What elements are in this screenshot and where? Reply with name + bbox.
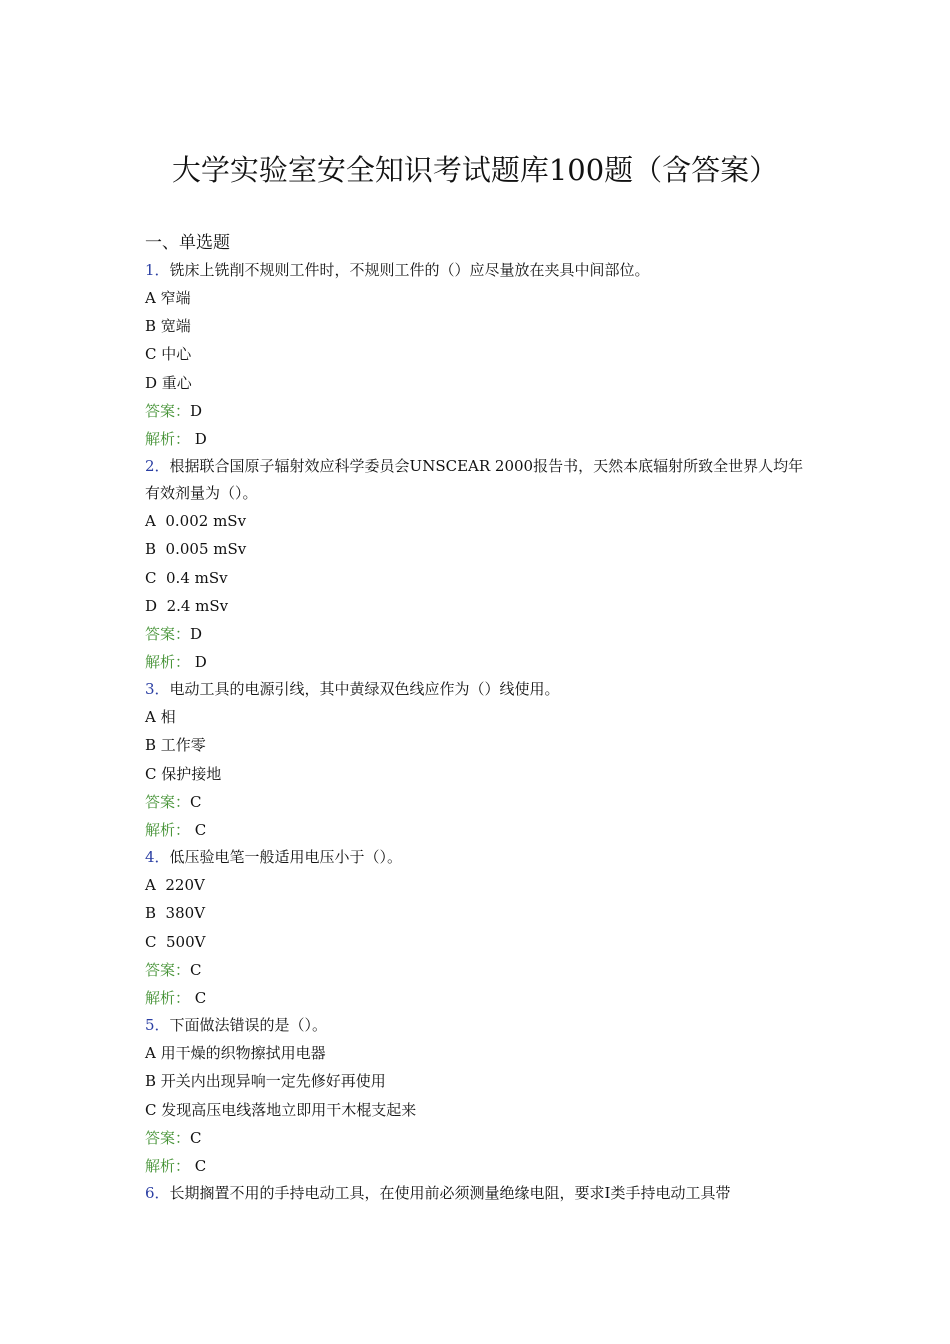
analysis-value: C (190, 821, 207, 839)
question-4 (145, 844, 810, 871)
analysis-label: 解析： (145, 1156, 191, 1175)
answer-label: 答案： (145, 960, 191, 979)
analysis-label: 解析： (145, 821, 191, 839)
answer-line (145, 397, 810, 425)
analysis-label: 解析： (145, 429, 191, 448)
answer-line (145, 788, 810, 816)
analysis-value: D (190, 653, 207, 672)
question-list (145, 257, 810, 1207)
question-text: 下面做法错误的是（）。 (169, 1016, 328, 1035)
answer-line (145, 1124, 810, 1152)
analysis-label: 解析： (145, 988, 191, 1007)
answer-value: D (190, 624, 203, 643)
option-item: C 保护接地 (145, 764, 222, 783)
question-number: 4． (145, 848, 170, 867)
question-6 (145, 1180, 810, 1207)
section-heading: 一、单选题 (145, 233, 230, 253)
question-number: 3． (145, 680, 170, 699)
document-title: 大学实验室安全知识考试题库100题（含答案） (171, 153, 779, 187)
option-item: A 0.002 mSv (145, 512, 247, 531)
answer-value: C (190, 960, 202, 979)
option-item: C 发现高压电线落地立即用干木棍支起来 (145, 1100, 417, 1119)
question-text: 低压验电笔一般适用电压小于（）。 (169, 848, 403, 867)
option-item: B 0.005 mSv (145, 540, 247, 559)
question-text: 电动工具的电源引线，其中黄绿双色线应作为（）线使用。 (169, 680, 560, 699)
answer-label: 答案： (145, 401, 191, 420)
analysis-line (145, 648, 810, 676)
analysis-value: D (190, 429, 207, 448)
option-item: B 380V (145, 904, 206, 923)
question-number: 2． (145, 457, 170, 476)
question-3 (145, 676, 810, 703)
answer-label: 答案： (145, 792, 191, 811)
question-text: 根据联合国原子辐射效应科学委员会UNSCEAR 2000报告书，天然本底辐射所致全世界人均年有效剂量为（）。 (145, 457, 804, 503)
option-item: C 中心 (145, 345, 192, 364)
option-item: D 重心 (145, 373, 192, 392)
option-item: A 220V (145, 876, 205, 895)
question-2 (145, 453, 810, 507)
question-1 (145, 257, 810, 284)
question-5 (145, 1012, 810, 1039)
question-text: 长期搁置不用的手持电动工具，在使用前必须测量绝缘电阻，要求Ⅰ类手持电动工具带 (169, 1184, 731, 1203)
option-item: A 相 (145, 708, 176, 727)
answer-value: D (190, 401, 203, 420)
option-item: B 开关内出现异响一定先修好再使用 (145, 1072, 386, 1091)
question-number: 6． (145, 1184, 170, 1203)
analysis-line (145, 984, 810, 1012)
option-item: C 500V (145, 932, 206, 951)
analysis-label: 解析： (145, 653, 191, 672)
analysis-line (145, 816, 810, 844)
analysis-value: C (190, 988, 207, 1007)
analysis-line (145, 425, 810, 453)
answer-value: C (190, 1128, 202, 1147)
option-item: C 0.4 mSv (145, 568, 228, 587)
analysis-line (145, 1152, 810, 1180)
analysis-value: C (190, 1156, 207, 1175)
answer-value: C (190, 792, 202, 811)
question-text: 铣床上铣削不规则工件时，不规则工件的（）应尽量放在夹具中间部位。 (169, 261, 650, 279)
question-number: 5． (145, 1016, 170, 1035)
option-item: D 2.4 mSv (145, 596, 229, 615)
option-item: A 用干燥的织物擦拭用电器 (145, 1044, 326, 1063)
answer-line (145, 956, 810, 984)
answer-label: 答案： (145, 624, 191, 643)
option-item: B 宽端 (145, 317, 191, 336)
answer-label: 答案： (145, 1128, 191, 1147)
question-number: 1． (145, 261, 170, 279)
option-item: A 窄端 (145, 289, 191, 307)
option-item: B 工作零 (145, 736, 206, 755)
answer-line (145, 620, 810, 648)
